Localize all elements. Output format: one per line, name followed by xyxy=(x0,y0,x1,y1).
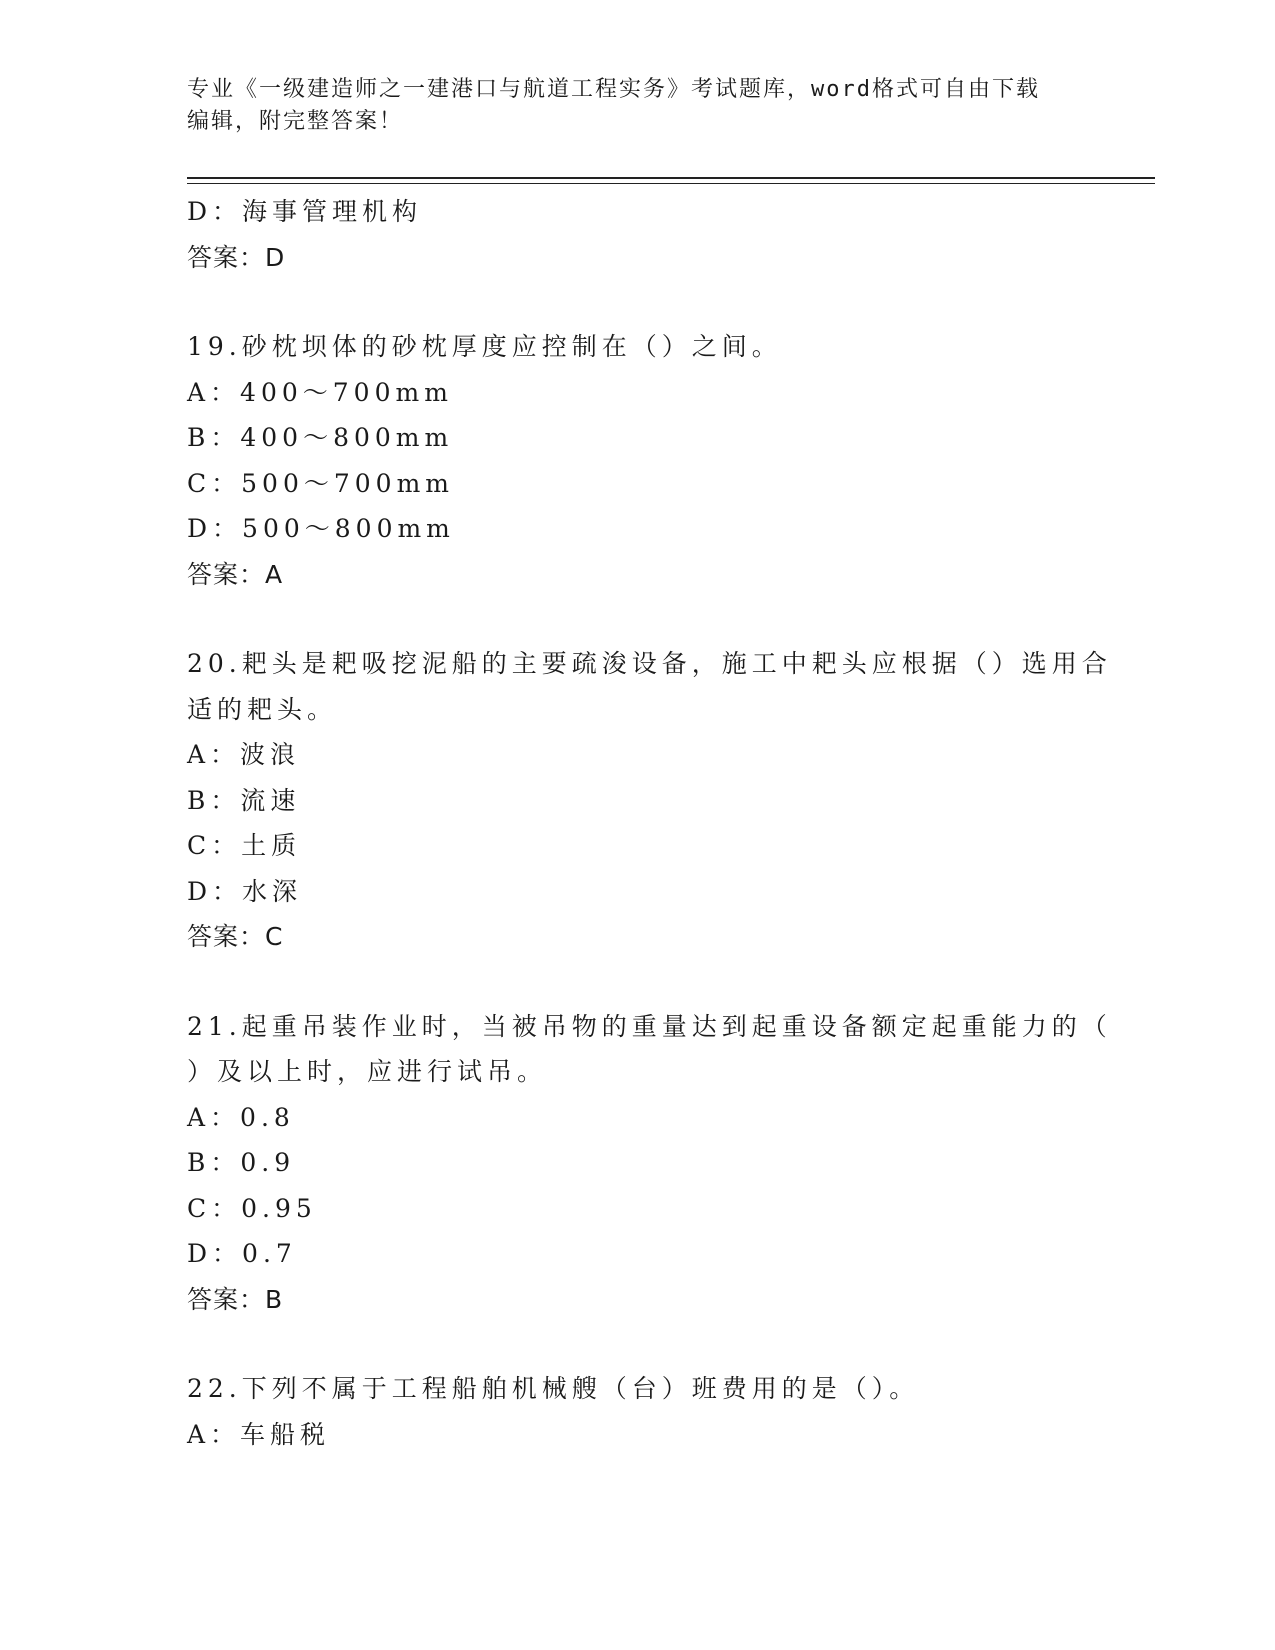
question-text: 19.砂枕坝体的砂枕厚度应控制在（）之间。 xyxy=(187,332,782,361)
question-22 xyxy=(187,1366,1087,1457)
header-divider-thin xyxy=(187,183,1155,184)
option-a: A：0.8 xyxy=(187,1102,295,1132)
option-d: D：500～800mm xyxy=(187,514,455,543)
option-b: B：400～800mm xyxy=(187,423,454,452)
option-d: D：水深 xyxy=(187,876,303,906)
option-b: B：流速 xyxy=(187,785,301,815)
answer: 答案：D xyxy=(187,242,286,272)
answer: 答案：B xyxy=(187,1284,284,1314)
option-d: D：海事管理机构 xyxy=(187,197,423,226)
question-21 xyxy=(187,1004,1112,1323)
option-a: A：400～700mm xyxy=(187,377,453,407)
question-text: 22.下列不属于工程船舶机械艘（台）班费用的是（）。 xyxy=(187,1374,920,1403)
document-header xyxy=(187,74,1067,138)
option-b: B：0.9 xyxy=(187,1148,296,1177)
question-text-line-1: 21.起重吊装作业时，当被吊物的重量达到起重设备额定起重能力的（ xyxy=(187,1011,1112,1041)
header-line-1: 专业《一级建造师之一建港口与航道工程实务》考试题库，word格式可自由下载 xyxy=(187,77,1040,102)
header-line-2: 编辑，附完整答案！ xyxy=(187,109,404,134)
question-text-line-2: ）及以上时，应进行试吊。 xyxy=(187,1057,548,1086)
question-18-tail xyxy=(187,189,1087,280)
option-a: A：车船税 xyxy=(187,1419,331,1449)
option-a: A：波浪 xyxy=(187,740,301,769)
header-divider-thick xyxy=(187,177,1155,179)
question-text-line-1: 20.耙头是耙吸挖泥船的主要疏浚设备，施工中耙头应根据（）选用合 xyxy=(187,649,1112,678)
option-c: C：500～700mm xyxy=(187,468,454,498)
answer: 答案：C xyxy=(187,922,284,951)
question-20 xyxy=(187,641,1112,960)
option-c: C：0.95 xyxy=(187,1193,317,1223)
question-19 xyxy=(187,324,1087,597)
question-text-line-2: 适的耙头。 xyxy=(187,694,338,724)
question-list xyxy=(187,189,1112,1457)
option-c: C：土质 xyxy=(187,831,302,860)
answer: 答案：A xyxy=(187,559,284,589)
option-d: D：0.7 xyxy=(187,1239,297,1268)
